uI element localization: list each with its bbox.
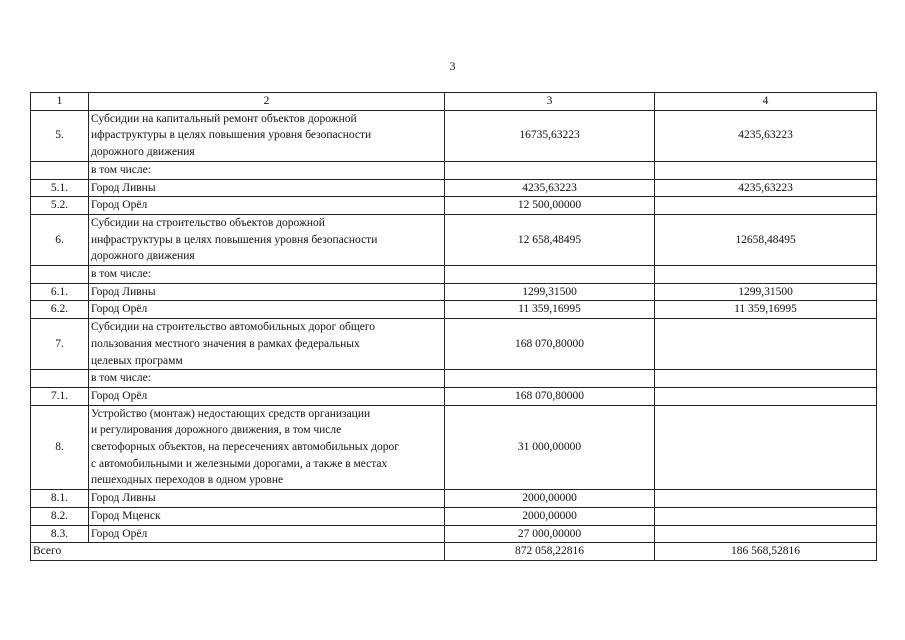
- table-row: [31, 197, 877, 215]
- description-line: Город Орёл: [91, 389, 148, 402]
- table-row: [31, 301, 877, 319]
- description-line: Город Ливны: [91, 285, 156, 298]
- description-line: с автомобильными и железными дорогами, а также в местах: [91, 457, 388, 470]
- table-row: [31, 405, 877, 490]
- amount-col4: [655, 266, 877, 284]
- table-row: [31, 179, 877, 197]
- amount-col3: 16735,63223: [445, 110, 655, 161]
- description-line: в том числе:: [91, 372, 151, 385]
- amount-col4: [655, 507, 877, 525]
- row-number: 7.: [31, 319, 89, 370]
- description-line: Субсидии на капитальный ремонт объектов дорожной: [91, 112, 357, 125]
- amount-col3: 2000,00000: [445, 507, 655, 525]
- subsidy-table: [30, 92, 877, 561]
- total-col3: 872 058,22816: [445, 543, 655, 561]
- row-number: 5.2.: [31, 197, 89, 215]
- description-line: Город Мценск: [91, 509, 161, 522]
- row-description: [89, 319, 445, 370]
- description-line: целевых программ: [91, 354, 183, 367]
- table-row: [31, 525, 877, 543]
- amount-col4: 4235,63223: [655, 179, 877, 197]
- amount-col3: 168 070,80000: [445, 387, 655, 405]
- amount-col4: [655, 525, 877, 543]
- row-number: 8.: [31, 405, 89, 490]
- amount-col3: 11 359,16995: [445, 301, 655, 319]
- description-line: Субсидии на строительство автомобильных дорог общего: [91, 321, 376, 334]
- amount-col3: [445, 161, 655, 179]
- description-line: Устройство (монтаж) недостающих средств организации: [91, 407, 371, 420]
- table-row: [31, 283, 877, 301]
- row-number: 5.1.: [31, 179, 89, 197]
- amount-col3: 4235,63223: [445, 179, 655, 197]
- amount-col3: 31 000,00000: [445, 405, 655, 490]
- table-header-row: [31, 93, 877, 111]
- row-number: 7.1.: [31, 387, 89, 405]
- row-number: 8.1.: [31, 490, 89, 508]
- row-description: [89, 197, 445, 215]
- row-description: [89, 507, 445, 525]
- total-row: [31, 543, 877, 561]
- row-description: [89, 525, 445, 543]
- amount-col4: [655, 405, 877, 490]
- amount-col3: 27 000,00000: [445, 525, 655, 543]
- row-number: [31, 161, 89, 179]
- row-description: [89, 490, 445, 508]
- amount-col4: [655, 197, 877, 215]
- row-number: 8.3.: [31, 525, 89, 543]
- description-line: Город Орёл: [91, 303, 148, 316]
- description-line: в том числе:: [91, 268, 151, 281]
- description-line: дорожного движения: [91, 250, 195, 263]
- row-description: [89, 387, 445, 405]
- amount-col4: [655, 161, 877, 179]
- amount-col3: 168 070,80000: [445, 319, 655, 370]
- row-number: 6.: [31, 214, 89, 265]
- table-row: [31, 161, 877, 179]
- total-col4: 186 568,52816: [655, 543, 877, 561]
- description-line: Город Орёл: [91, 199, 148, 212]
- row-number: 5.: [31, 110, 89, 161]
- total-label: Всего: [31, 543, 445, 561]
- amount-col3: 1299,31500: [445, 283, 655, 301]
- row-number: [31, 370, 89, 388]
- description-line: Город Ливны: [91, 492, 156, 505]
- row-description: [89, 283, 445, 301]
- row-number: [31, 266, 89, 284]
- row-description: [89, 214, 445, 265]
- row-description: [89, 110, 445, 161]
- description-line: ифраструктуры в целях повышения уровня безопасности: [91, 129, 372, 142]
- table-row: [31, 110, 877, 161]
- header-cell: 4: [655, 93, 877, 111]
- table-row: [31, 214, 877, 265]
- description-line: в том числе:: [91, 163, 151, 176]
- row-description: [89, 370, 445, 388]
- amount-col4: [655, 490, 877, 508]
- row-number: 8.2.: [31, 507, 89, 525]
- table-row: [31, 507, 877, 525]
- table-row: [31, 387, 877, 405]
- amount-col4: 1299,31500: [655, 283, 877, 301]
- amount-col3: 12 500,00000: [445, 197, 655, 215]
- table-row: [31, 370, 877, 388]
- table-row: [31, 266, 877, 284]
- header-cell: 3: [445, 93, 655, 111]
- description-line: светофорных объектов, на пересечениях автомобильных дорог: [91, 441, 399, 454]
- amount-col4: 11 359,16995: [655, 301, 877, 319]
- amount-col4: [655, 319, 877, 370]
- row-number: 6.1.: [31, 283, 89, 301]
- row-number: 6.2.: [31, 301, 89, 319]
- description-line: инфраструктуры в целях повышения уровня безопасности: [91, 233, 378, 246]
- description-line: и регулирования дорожного движения, в том числе: [91, 424, 342, 437]
- amount-col4: [655, 387, 877, 405]
- description-line: пользования местного значения в рамках федеральных: [91, 337, 360, 350]
- table-row: [31, 490, 877, 508]
- header-cell: 2: [89, 93, 445, 111]
- amount-col4: 12658,48495: [655, 214, 877, 265]
- page-number: 3: [449, 59, 456, 73]
- header-cell: 1: [31, 93, 89, 111]
- amount-col4: [655, 370, 877, 388]
- amount-col3: [445, 266, 655, 284]
- description-line: Субсидии на строительство объектов дорожной: [91, 216, 325, 229]
- row-description: [89, 405, 445, 490]
- description-line: дорожного движения: [91, 146, 195, 159]
- row-description: [89, 301, 445, 319]
- row-description: [89, 266, 445, 284]
- amount-col3: [445, 370, 655, 388]
- row-description: [89, 179, 445, 197]
- amount-col3: 2000,00000: [445, 490, 655, 508]
- row-description: [89, 161, 445, 179]
- description-line: пешеходных переходов в одном уровне: [91, 474, 284, 487]
- amount-col4: 4235,63223: [655, 110, 877, 161]
- description-line: Город Ливны: [91, 181, 156, 194]
- amount-col3: 12 658,48495: [445, 214, 655, 265]
- description-line: Город Орёл: [91, 527, 148, 540]
- table-row: [31, 319, 877, 370]
